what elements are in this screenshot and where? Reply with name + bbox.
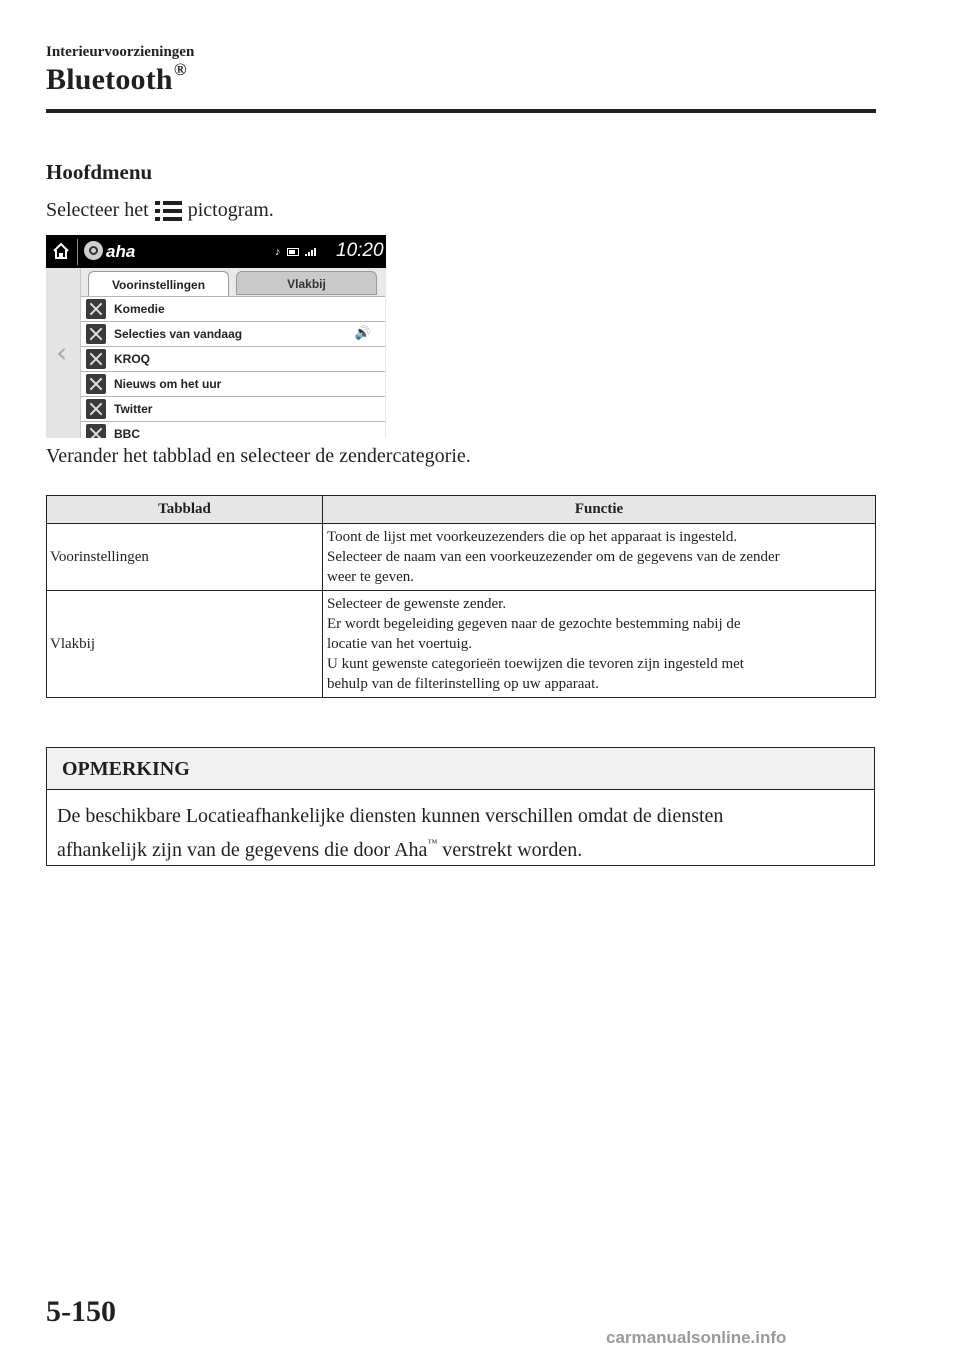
function-line: locatie van het voertuig. [327, 636, 472, 652]
category-icon [86, 424, 106, 438]
note-box [46, 747, 875, 866]
aha-logo-icon [84, 241, 103, 260]
instruction [46, 199, 274, 222]
instruction-after: pictogram. [187, 199, 274, 221]
category-icon [86, 324, 106, 344]
registered-mark: ® [173, 60, 187, 79]
back-button[interactable] [46, 268, 81, 438]
category-icon [86, 374, 106, 394]
title-rule [46, 109, 876, 113]
note-text [57, 803, 857, 864]
section-label: Interieurvoorzieningen [46, 44, 195, 60]
category-icon [86, 299, 106, 319]
note-header [47, 748, 874, 790]
instruction-before: Selecteer het [46, 199, 149, 221]
list-item-label: Nieuws om het uur [114, 377, 222, 391]
function-cell [323, 591, 876, 698]
page-number: 5-150 [46, 1295, 116, 1328]
list-icon [155, 201, 182, 221]
home-icon [52, 242, 70, 260]
status-separator [77, 239, 78, 265]
function-line: Selecteer de naam van een voorkeuzezender om de gegevens van de zender [327, 549, 780, 565]
list-item[interactable] [81, 321, 385, 346]
chevron-left-icon: ‹ [56, 336, 68, 369]
speaker-icon: 🔊 [354, 326, 371, 341]
function-table [46, 495, 876, 698]
list-item[interactable] [81, 371, 385, 396]
status-icons [275, 246, 316, 258]
list-item-label: Twitter [114, 402, 153, 416]
table-header-row [47, 496, 876, 524]
app-name: aha [106, 242, 136, 261]
note-title: OPMERKING [62, 758, 190, 780]
function-line: behulp van de filterinstelling op uw apparaat. [327, 676, 599, 692]
caption: Verander het tabblad en selecteer de zendercategorie. [46, 445, 471, 467]
list-item[interactable] [81, 346, 385, 371]
function-cell [323, 524, 876, 591]
category-icon [86, 349, 106, 369]
function-line: Selecteer de gewenste zender. [327, 596, 507, 612]
page-title [46, 60, 187, 97]
screen-content [46, 268, 386, 438]
battery-icon [287, 248, 299, 256]
table-row [47, 591, 876, 698]
table-row [47, 524, 876, 591]
tab-cell: Vlakbij [47, 591, 323, 698]
status-bar [46, 235, 386, 268]
function-line: Toont de lijst met voorkeuzezenders die op het apparaat is ingesteld. [327, 529, 738, 545]
list-item-label: Selecties van vandaag [114, 327, 243, 341]
clock: 10:20 [336, 240, 384, 261]
function-line: Er wordt begeleiding gegeven naar de gezochte bestemming nabij de [327, 616, 741, 632]
column-header: Tabblad [47, 496, 323, 524]
device-screen [46, 235, 386, 438]
list-item[interactable] [81, 396, 385, 421]
function-line: weer te geven. [327, 569, 415, 585]
list-item-label: BBC [114, 427, 140, 438]
home-button[interactable] [46, 235, 76, 268]
tab-cell: Voorinstellingen [47, 524, 323, 591]
trademark-mark: ™ [427, 838, 438, 849]
signal-icon [305, 248, 316, 256]
note-line: afhankelijk zijn van de gegevens die door Aha [57, 839, 428, 861]
category-icon [86, 399, 106, 419]
page-title-text: Bluetooth [46, 63, 173, 96]
list-item-label: KROQ [114, 352, 150, 366]
function-line: U kunt gewenste categorieën toewijzen die tevoren zijn ingesteld met [327, 656, 744, 672]
list-item[interactable] [81, 421, 385, 438]
column-header: Functie [323, 496, 876, 524]
station-list [81, 296, 385, 438]
watermark: carmanualsonline.info [606, 1328, 787, 1347]
note-line: De beschikbare Locatieafhankelijke diensten kunnen verschillen omdat de diensten [57, 805, 724, 827]
tab-vlakbij[interactable]: Vlakbij [236, 271, 377, 295]
tab-voorinstellingen[interactable]: Voorinstellingen [88, 271, 229, 297]
note-line-end: verstrekt worden. [437, 839, 583, 861]
list-item[interactable] [81, 296, 385, 321]
list-item-label: Komedie [114, 302, 165, 316]
music-note-icon: ♪ [275, 246, 281, 258]
subheading: Hoofdmenu [46, 160, 153, 184]
